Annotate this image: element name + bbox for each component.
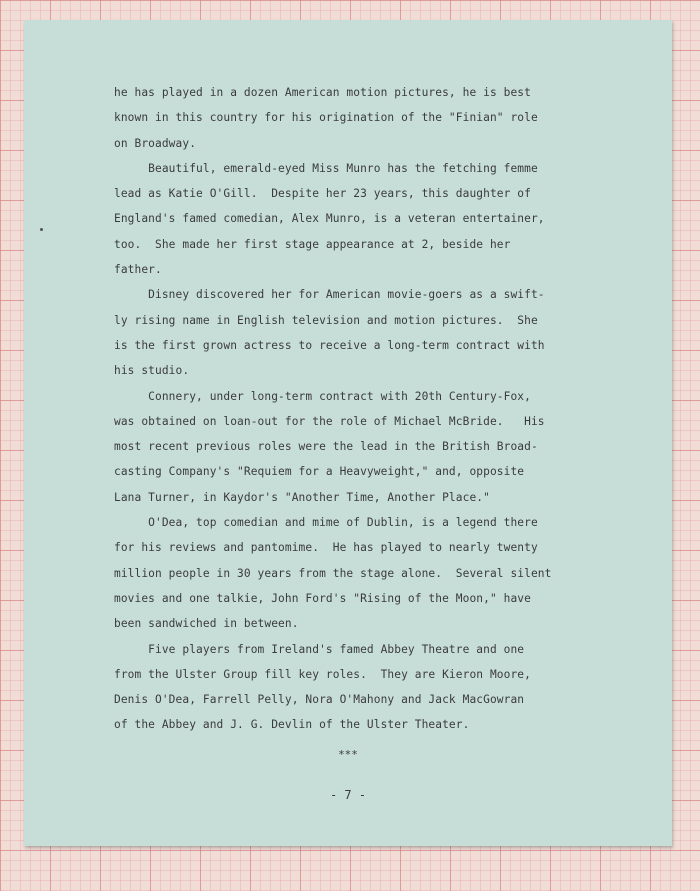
page-number: - 7 - <box>329 788 367 802</box>
text-line: Disney discovered her for American movie-goers as a swift- <box>114 288 545 302</box>
text-line: he has played in a dozen American motion pictures, he is best <box>114 86 531 99</box>
text-line: England's famed comedian, Alex Munro, is a veteran entertainer, <box>114 212 545 226</box>
document-page <box>24 20 672 846</box>
text-line: been sandwiched in between. <box>114 617 299 631</box>
text-line: Connery, under long-term contract with 20th Century-Fox, <box>114 389 531 403</box>
text-line: father. <box>114 263 162 277</box>
text-line: his studio. <box>114 364 190 378</box>
text-line: was obtained on loan-out for the role of Michael McBride. His <box>114 414 545 428</box>
text-line: million people in 30 years from the stage alone. Several silent <box>114 566 552 580</box>
text-line: from the Ulster Group fill key roles. They are Kieron Moore, <box>114 667 531 681</box>
text-line: lead as Katie O'Gill. Despite her 23 years, this daughter of <box>114 187 531 201</box>
text-line: casting Company's "Requiem for a Heavyweight," and, opposite <box>114 465 525 479</box>
text-line: Beautiful, emerald-eyed Miss Munro has the fetching femme <box>114 161 538 175</box>
text-line: Denis O'Dea, Farrell Pelly, Nora O'Mahony and Jack MacGowran <box>114 693 525 707</box>
text-line: Five players from Ireland's famed Abbey Theatre and one <box>114 642 525 656</box>
text-line: known in this country for his origination of the "Finian" role <box>114 111 538 125</box>
text-line: O'Dea, top comedian and mime of Dublin, is a legend there <box>114 516 538 530</box>
text-line: on Broadway. <box>114 136 197 150</box>
section-separator: *** <box>338 748 358 761</box>
text-line: Lana Turner, in Kaydor's "Another Time, Another Place." <box>114 490 490 504</box>
text-line: ly rising name in English television and motion pictures. She <box>114 313 538 327</box>
text-line: most recent previous roles were the lead in the British Broad- <box>114 440 538 454</box>
text-line: of the Abbey and J. G. Devlin of the Ulster Theater. <box>114 718 470 732</box>
body-text <box>114 80 614 738</box>
text-line: is the first grown actress to receive a long-term contract with <box>114 338 545 352</box>
paper-speck <box>40 228 43 231</box>
text-line: too. She made her first stage appearance at 2, beside her <box>114 237 511 251</box>
text-line: movies and one talkie, John Ford's "Rising of the Moon," have <box>114 591 531 605</box>
text-line: for his reviews and pantomime. He has played to nearly twenty <box>114 541 538 555</box>
